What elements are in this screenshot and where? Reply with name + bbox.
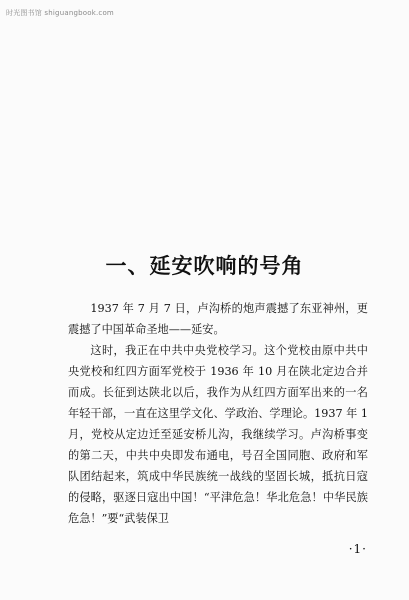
chapter-title: 一、延安吹响的号角 bbox=[105, 254, 304, 279]
paragraph-1: 1937 年 7 月 7 日，卢沟桥的炮声震撼了东亚神州，更震撼了中国革命圣地——延安。 bbox=[68, 302, 368, 336]
paragraph-2: 这时，我正在中共中央党校学习。这个党校由原中共中央党校和红四方面军党校于 1936 年 10 月在陕北定边合并而成。长征到达陕北以后，我作为从红四方面军出来的一名年轻干部，一直在这里学文化、学政治、学理论。1937 年 1 月，党校从定边迁至延安桥儿沟，我继续学习。卢沟桥事变的第二天，中共中央即发布通电，号召全国同胞、政府和军队团结起来，筑成中华民族统一战线的坚固长城，抵抗日寇的侵略，驱逐日寇出中国！“平津危急！华北危急！中华民族危急！”要“武装保卫 bbox=[68, 344, 369, 525]
watermark: 时光图书馆 shiguangbook.com bbox=[6, 9, 114, 17]
body-text bbox=[68, 298, 368, 529]
page-number: ·1· bbox=[348, 542, 367, 556]
